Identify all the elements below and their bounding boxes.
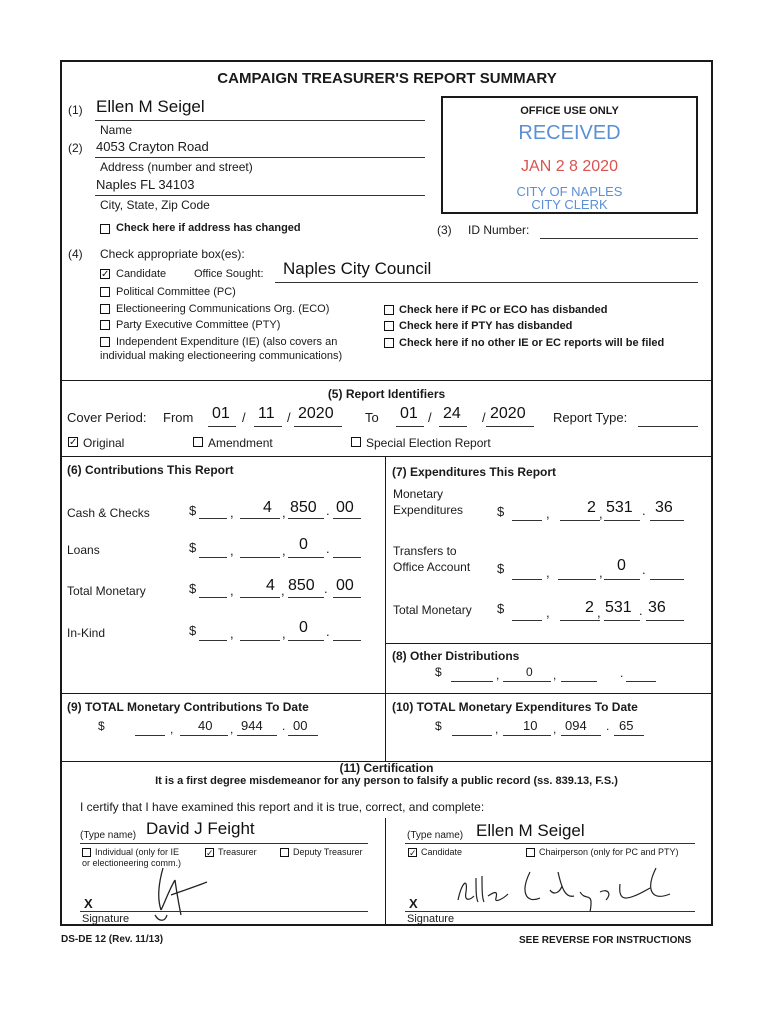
city-stamp-line1: CITY OF NAPLES (516, 184, 623, 199)
divider-section-6 (61, 456, 712, 457)
other-dist-line-a (451, 681, 493, 682)
loans-line-b (240, 557, 280, 558)
other-dist-comma-2: , (553, 668, 557, 682)
to-day-line (439, 426, 467, 427)
total-contrib-cents[interactable]: 00 (336, 577, 354, 594)
total-expenditures-to-date-heading: (10) TOTAL Monetary Expenditures To Date (392, 700, 638, 714)
treasurer-signature (135, 860, 215, 925)
transfers-line-d (650, 579, 684, 580)
other-dist-line-b (503, 681, 551, 682)
treasurer-name[interactable]: David J Feight (146, 819, 255, 838)
other-dist-currency: $ (435, 665, 442, 679)
right-signature-line (405, 911, 695, 912)
cash-checks-label: Cash & Checks (67, 506, 150, 520)
to-slash-1: / (428, 410, 432, 425)
original-checkbox[interactable]: ✓ (69, 437, 78, 448)
transfers-comma-1: , (546, 565, 550, 580)
total-exp-line-d (646, 620, 684, 621)
candidate-signer-checkbox[interactable]: ✓ (409, 848, 417, 858)
contributions-heading: (6) Contributions This Report (67, 463, 234, 477)
original-label: Original (83, 436, 125, 450)
section-2-number: (2) (68, 141, 83, 155)
ie-label-line1: Independent Expenditure (IE) (also covers an (116, 336, 338, 348)
cash-checks-line-b (240, 518, 280, 519)
to-month-line (396, 426, 424, 427)
monetary-exp-line-b (560, 520, 600, 521)
total-exp-date-thousands[interactable]: 10 (523, 718, 538, 733)
city-underline (95, 195, 425, 196)
loans-comma-2: , (282, 543, 286, 558)
to-day[interactable]: 24 (443, 405, 461, 422)
pty-checkbox[interactable] (100, 320, 110, 330)
total-contributions-to-date-heading: (9) TOTAL Monetary Contributions To Date (67, 700, 309, 714)
from-label: From (163, 410, 194, 425)
monetary-exp-thousands[interactable]: 2 (587, 499, 596, 516)
other-dist-dot: . (620, 666, 624, 680)
form-title: CAMPAIGN TREASURER'S REPORT SUMMARY (217, 70, 557, 87)
total-exp-date-currency: $ (435, 719, 442, 733)
transfers-line-a (512, 579, 542, 580)
total-contrib-date-dot: . (282, 719, 286, 733)
city-stamp-line2: CITY CLERK (531, 197, 608, 212)
total-contrib-comma-1: , (230, 583, 234, 598)
individual-label-2: or electioneering comm.) (82, 858, 182, 868)
total-exp-date-line-c (561, 735, 601, 736)
received-date-stamp: JAN 2 8 2020 (521, 158, 618, 175)
cover-period-label: Cover Period: (67, 410, 147, 425)
transfers-comma-2: , (599, 565, 603, 580)
cash-checks-thousands[interactable]: 4 (263, 499, 272, 516)
address-value[interactable]: 4053 Crayton Road (96, 139, 209, 154)
candidate-signer-label: Candidate (421, 847, 463, 857)
cash-checks-line-d (333, 518, 361, 519)
individual-checkbox[interactable] (82, 848, 91, 857)
in-kind-hundreds[interactable]: 0 (299, 619, 308, 636)
signature-divider (385, 818, 386, 925)
total-exp-thousands[interactable]: 2 (585, 599, 594, 616)
left-type-name-label: (Type name) (80, 830, 137, 841)
monetary-exp-line-a (512, 520, 542, 521)
total-monetary-contrib-label: Total Monetary (67, 584, 146, 598)
total-exp-date-hundreds[interactable]: 094 (565, 718, 587, 733)
right-name-underline (405, 843, 695, 844)
total-contrib-dot: . (324, 581, 328, 596)
report-type-label: Report Type: (553, 410, 628, 425)
in-kind-line-d (333, 640, 361, 641)
from-month[interactable]: 01 (212, 405, 230, 422)
report-identifiers-heading: (5) Report Identifiers (327, 387, 446, 401)
total-exp-date-comma-2: , (553, 722, 557, 736)
transfers-currency: $ (497, 561, 505, 576)
total-exp-line-b (560, 620, 600, 621)
total-contrib-comma-2: , (281, 583, 285, 598)
total-contrib-date-line-a (135, 735, 165, 736)
report-type-field[interactable] (638, 426, 698, 427)
monetary-exp-comma-2: , (599, 506, 603, 521)
from-month-line (208, 426, 236, 427)
city-value[interactable]: Naples FL 34103 (96, 177, 195, 192)
divider-section-5 (61, 380, 712, 381)
total-contrib-date-currency: $ (98, 719, 105, 733)
certification-heading: (11) Certification (339, 761, 434, 775)
total-exp-date-line-b (503, 735, 551, 736)
total-exp-line-c (604, 620, 640, 621)
to-year[interactable]: 2020 (490, 405, 526, 422)
monetary-exp-currency: $ (497, 504, 505, 519)
total-exp-date-cents[interactable]: 65 (619, 718, 634, 733)
total-exp-date-line-a (452, 735, 492, 736)
name-underline (95, 120, 425, 121)
in-kind-line-b (240, 640, 280, 641)
loans-line-c (288, 557, 324, 558)
total-contrib-line-a (199, 597, 227, 598)
cash-checks-dot: . (326, 503, 330, 518)
loans-currency: $ (189, 540, 197, 555)
office-sought-underline (275, 282, 698, 283)
from-day-line (254, 426, 282, 427)
left-signature-x: X (84, 896, 93, 911)
right-signature-label: Signature (407, 913, 455, 925)
office-sought-value[interactable]: Naples City Council (283, 259, 432, 278)
to-year-line (486, 426, 534, 427)
chairperson-checkbox[interactable] (526, 848, 535, 857)
total-exp-date-line-d (614, 735, 644, 736)
total-contrib-thousands[interactable]: 4 (266, 577, 275, 594)
total-contrib-line-b (240, 597, 280, 598)
in-kind-label: In-Kind (67, 626, 106, 640)
city-label: City, State, Zip Code (100, 198, 210, 212)
to-slash-2: / (482, 410, 486, 425)
disband-pty-checkbox[interactable] (384, 321, 394, 331)
candidate-signature (450, 862, 680, 917)
ie-checkbox[interactable] (100, 337, 110, 347)
office-sought-label: Office Sought: (194, 268, 264, 280)
eco-label: Electioneering Communications Org. (ECO) (116, 303, 330, 315)
left-signature-label: Signature (82, 913, 130, 925)
total-contrib-line-c (288, 597, 324, 598)
total-exp-hundreds[interactable]: 531 (605, 599, 632, 616)
total-monetary-exp-label: Total Monetary (393, 603, 472, 617)
total-exp-comma-2: , (597, 605, 601, 620)
transfers-label-1: Transfers to (393, 544, 457, 558)
from-year-line (294, 426, 342, 427)
chairperson-label: Chairperson (only for PC and PTY) (539, 847, 679, 857)
loans-comma-1: , (230, 543, 234, 558)
treasurer-checkbox[interactable]: ✓ (206, 848, 214, 858)
disband-pc-eco-label: Check here if PC or ECO has disbanded (399, 304, 608, 316)
disband-pc-eco-checkbox[interactable] (384, 305, 394, 315)
address-changed-label: Check here if address has changed (116, 222, 301, 234)
no-other-reports-checkbox[interactable] (384, 338, 394, 348)
loans-hundreds[interactable]: 0 (299, 536, 308, 553)
to-label: To (365, 410, 379, 425)
political-committee-label: Political Committee (PC) (116, 286, 236, 298)
divider-section-8 (386, 643, 712, 644)
monetary-exp-hundreds[interactable]: 531 (606, 499, 633, 516)
in-kind-line-a (199, 640, 227, 641)
total-exp-currency: $ (497, 601, 505, 616)
total-exp-dot: . (639, 603, 643, 618)
deputy-treasurer-checkbox[interactable] (280, 848, 289, 857)
id-number-label: ID Number: (468, 223, 530, 237)
loans-label: Loans (67, 543, 100, 557)
from-slash-1: / (242, 410, 246, 425)
treasurer-label: Treasurer (218, 847, 257, 857)
amendment-checkbox[interactable] (193, 437, 203, 447)
section-1-number: (1) (68, 103, 83, 117)
other-dist-line-c (561, 681, 597, 682)
special-election-label: Special Election Report (366, 436, 491, 450)
left-name-underline (80, 843, 368, 844)
divider-section-9 (61, 693, 712, 694)
deputy-treasurer-label: Deputy Treasurer (293, 847, 363, 857)
form-id: DS-DE 12 (Rev. 11/13) (61, 934, 164, 945)
cash-checks-comma-2: , (282, 505, 286, 520)
address-underline (95, 157, 425, 158)
in-kind-line-c (288, 640, 324, 641)
candidate-checkbox[interactable]: ✓ (101, 269, 110, 280)
monetary-exp-comma-1: , (546, 506, 550, 521)
total-contrib-date-comma-1: , (170, 722, 174, 736)
special-election-checkbox[interactable] (351, 437, 361, 447)
loans-line-a (199, 557, 227, 558)
other-distributions-heading: (8) Other Distributions (392, 649, 520, 663)
column-divider (385, 456, 386, 761)
total-exp-date-comma-1: , (495, 722, 499, 736)
transfers-label-2: Office Account (393, 560, 471, 574)
monetary-expenditures-label-2: Expenditures (393, 503, 464, 517)
from-day[interactable]: 11 (258, 405, 275, 422)
amendment-label: Amendment (208, 436, 273, 450)
in-kind-dot: . (326, 624, 330, 639)
section-3-number: (3) (437, 223, 452, 237)
id-number-field[interactable] (540, 238, 698, 239)
ie-label-line2: individual making electioneering communications) (100, 350, 343, 362)
total-monetary-contrib-currency: $ (189, 581, 197, 596)
individual-label-1: Individual (only for IE (95, 847, 180, 857)
address-label: Address (number and street) (100, 160, 253, 174)
candidate-label: Candidate (116, 268, 167, 280)
right-type-name-label: (Type name) (407, 830, 464, 841)
transfers-line-c (604, 579, 640, 580)
cash-checks-comma-1: , (230, 505, 234, 520)
eco-checkbox[interactable] (100, 304, 110, 314)
loans-dot: . (326, 541, 330, 556)
transfers-hundreds[interactable]: 0 (617, 557, 626, 574)
loans-line-d (333, 557, 361, 558)
cash-checks-line-a (199, 518, 227, 519)
monetary-exp-cents[interactable]: 36 (655, 499, 673, 516)
other-dist-hundreds[interactable]: 0 (526, 665, 533, 679)
political-committee-checkbox[interactable] (100, 287, 110, 297)
to-month[interactable]: 01 (400, 405, 418, 422)
other-dist-comma-1: , (496, 668, 500, 682)
section-4-number: (4) (68, 247, 83, 261)
cash-checks-hundreds[interactable]: 850 (290, 499, 317, 516)
cash-checks-currency: $ (189, 503, 197, 518)
total-contrib-date-thousands[interactable]: 40 (198, 718, 213, 733)
name-value[interactable]: Ellen M Seigel (96, 97, 205, 116)
expenditures-heading: (7) Expenditures This Report (392, 465, 557, 479)
monetary-exp-dot: . (642, 503, 646, 518)
other-dist-line-d (626, 681, 656, 682)
in-kind-currency: $ (189, 623, 197, 638)
left-signature-line (80, 911, 368, 912)
total-contrib-date-comma-2: , (230, 722, 234, 736)
no-other-reports-label: Check here if no other IE or EC reports will be filed (399, 337, 665, 349)
received-stamp: RECEIVED (518, 122, 621, 144)
name-label: Name (100, 123, 133, 137)
monetary-expenditures-label-1: Monetary (393, 487, 444, 501)
total-exp-date-dot: . (606, 719, 610, 733)
total-exp-cents[interactable]: 36 (648, 599, 666, 616)
misdemeanor-warning: It is a first degree misdemeanor for any person to falsify a public record (ss. 839.13, F.S.) (155, 775, 618, 787)
from-year[interactable]: 2020 (298, 405, 334, 422)
total-contrib-hundreds[interactable]: 850 (288, 577, 315, 594)
instructions-note: SEE REVERSE FOR INSTRUCTIONS (519, 935, 692, 946)
disband-pty-label: Check here if PTY has disbanded (399, 320, 573, 332)
total-contrib-date-line-b (180, 735, 228, 736)
certify-statement: I certify that I have examined this report and it is true, correct, and complete: (80, 800, 485, 814)
total-contrib-line-d (333, 597, 361, 598)
address-changed-checkbox[interactable] (100, 224, 110, 234)
office-use-heading: OFFICE USE ONLY (520, 105, 619, 117)
from-slash-2: / (287, 410, 291, 425)
transfers-line-b (558, 579, 596, 580)
in-kind-comma-1: , (230, 626, 234, 641)
monetary-exp-line-d (650, 520, 684, 521)
check-boxes-label: Check appropriate box(es): (100, 247, 245, 261)
total-contrib-date-line-c (237, 735, 277, 736)
transfers-dot: . (642, 562, 646, 577)
total-contrib-date-cents[interactable]: 00 (293, 718, 308, 733)
cash-checks-line-c (288, 518, 324, 519)
in-kind-comma-2: , (282, 626, 286, 641)
total-contrib-date-line-d (288, 735, 318, 736)
monetary-exp-line-c (604, 520, 640, 521)
candidate-name[interactable]: Ellen M Seigel (476, 821, 585, 840)
total-exp-comma-1: , (546, 605, 550, 620)
total-exp-line-a (512, 620, 542, 621)
right-signature-x: X (409, 896, 418, 911)
pty-label: Party Executive Committee (PTY) (116, 319, 281, 331)
total-contrib-date-hundreds[interactable]: 944 (241, 718, 263, 733)
cash-checks-cents[interactable]: 00 (336, 499, 354, 516)
